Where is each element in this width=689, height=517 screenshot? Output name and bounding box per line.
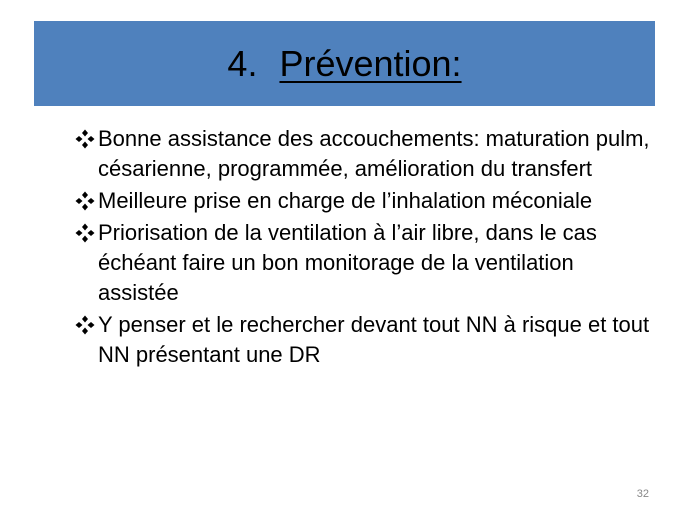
bullet-text: Bonne assistance des accouchements: maturation pulm, césarienne, programmée, amélioration du transfert [98, 126, 650, 181]
bullet-text: Meilleure prise en charge de l’inhalation méconiale [98, 188, 593, 213]
four-diamond-bullet-icon [75, 129, 95, 149]
slide-title [227, 42, 462, 84]
bullet-text: Priorisation de la ventilation à l’air libre, dans le cas échéant faire un bon monitorage de la ventilation assistée [98, 220, 597, 305]
four-diamond-bullet-icon [75, 315, 95, 335]
bullet-item [75, 186, 655, 216]
title-banner [34, 21, 655, 106]
bullet-item [75, 124, 655, 184]
title-text: Prévention: [279, 42, 462, 84]
bullet-item [75, 310, 655, 370]
bullet-item [75, 218, 655, 308]
four-diamond-bullet-icon [75, 223, 95, 243]
four-diamond-bullet-icon [75, 191, 95, 211]
bullet-text: Y penser et le rechercher devant tout NN à risque et tout NN présentant une DR [98, 312, 650, 367]
bullet-list [75, 124, 655, 372]
page-number: 32 [636, 488, 649, 500]
title-number: 4. [227, 42, 258, 84]
